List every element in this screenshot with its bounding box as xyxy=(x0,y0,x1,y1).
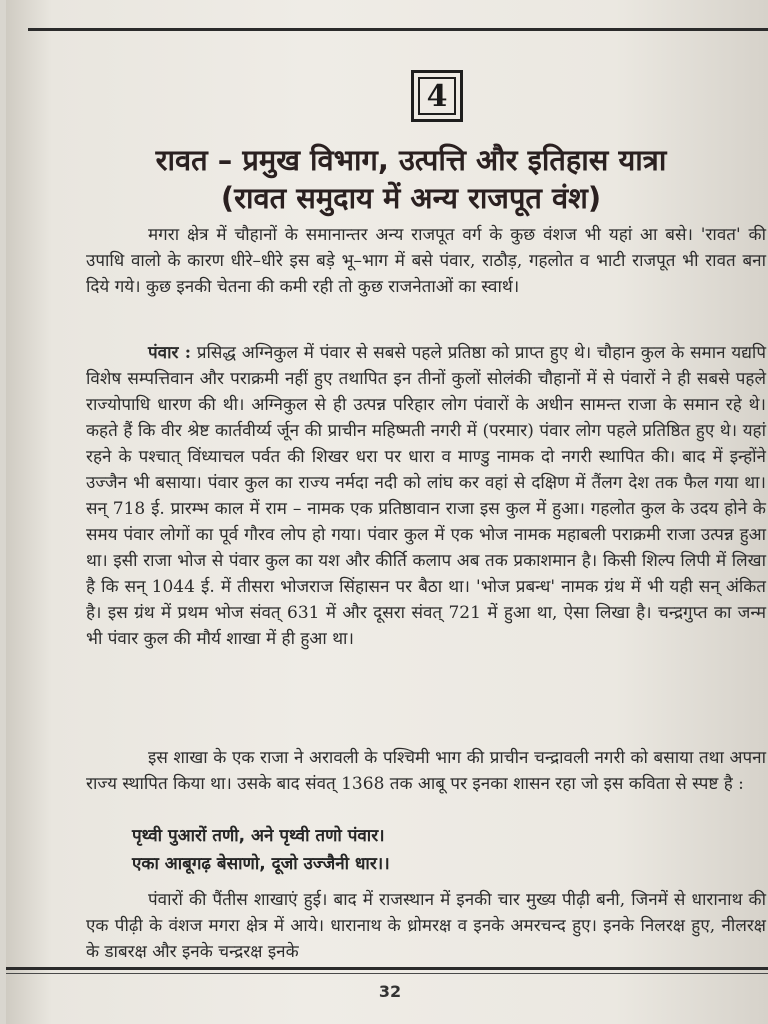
chapter-subtitle: (रावत समुदाय में अन्य राजपूत वंश) xyxy=(220,181,602,215)
paragraph-panwar xyxy=(86,340,766,652)
bottom-rule-thin xyxy=(6,973,768,974)
verse-line-2: एका आबूगढ़ बेसाणो, दूजो उज्जैनी धार।। xyxy=(132,854,390,874)
bottom-rule xyxy=(6,967,768,970)
chapter-number-box xyxy=(411,70,463,122)
book-page xyxy=(6,0,768,1024)
paragraph-panwar-text: प्रसिद्ध अग्निकुल में पंवार से सबसे पहले प्रतिष्ठा को प्राप्त हुए थे। चौहान कुल के समान यद्यपि विशेष सम्पत्तिवान और पराक्रमी नहीं हुए तथापित इन तीनों कुलों सोलंकी चौहानों में से पंवारों ने ही सबसे पहले राज्योपाधि धारण की थी। अग्निकुल से ही उत्पन्न परिहार लोग पंवारों के अधीन सामन्त राजा के समान रहे थे। कहते हैं कि वीर श्रेष्ट कार्तवीर्य्य र्जून की प्राचीन महिष्मती नगरी में (परमार) पंवार लोग पहले प्रतिष्ठित हुए थे। यहां रहने के पश्चात् विंध्याचल पर्वत की शिखर धरा पर धारा व माण्डु नामक दो नगरी स्थापित की। बाद में इन्होंने उज्जैन भी बसाया। पंवार कुल का राज्य नर्मदा नदी को लांघ कर वहां से दक्षिण में तैंलग देश तक फैल गया था। सन् 718 ई. प्रारम्भ काल में राम – नामक एक प्रतिष्ठावान राजा इस कुल में हुआ। गहलोत कुल के उदय होने के समय पंवार लोगों का पूर्व गौरव लोप हो गया। पंवार कुल में एक भोज नामक महाबली पराक्रमी राजा उत्पन्न हुआ था। इसी राजा भोज से पंवार कुल का यश और कीर्ति कलाप अब तक प्रकाशमान है। किसी शिल्प लिपी में लिखा है कि सन् 1044 ई. में तीसरा भोजराज सिंहासन पर बैठा था। 'भोज प्रबन्ध' नामक ग्रंथ में भी यही सन् अंकित है। इस ग्रंथ में प्रथम भोज संवत् 631 में और दूसरा संवत् 721 में हुआ था, ऐसा लिखा है। चन्द्रगुप्त का जन्म भी पंवार कुल की मौर्य शाखा में ही हुआ था। xyxy=(86,343,766,649)
verse-line-1: पृथ्वी पुआरों तणी, अने पृथ्वी तणो पंवार। xyxy=(132,826,385,846)
panwar-heading: पंवार : xyxy=(148,343,192,363)
top-rule xyxy=(28,28,768,31)
paragraph-intro: मगरा क्षेत्र में चौहानों के समानान्तर अन्य राजपूत वर्ग के कुछ वंशज भी यहां आ बसे। 'रावत' की उपाधि वालो के कारण धीरे–धीरे इस बड़े भू–भाग में बसे पंवार, राठौड़, गहलोत व भाटी राजपूत भी रावत बना दिये गये। कुछ इनकी चेतना की कमी रही तो कुछ राजनेताओं का स्वार्थ। xyxy=(86,225,766,297)
paragraph-branches: पंवारों की पैंतीस शाखाएं हुई। बाद में राजस्थान में इनकी चार मुख्य पीढ़ी बनी, जिनमें से धारानाथ की एक पीढ़ी के वंशज मगरा क्षेत्र में आये। धारानाथ के ध्रोमरक्ष व इनके अमरचन्द हुए। इनके निलरक्ष हुए, नीलरक्ष के डाबरक्ष और इनके चन्द्ररक्ष इनके xyxy=(86,890,766,962)
paragraph-chandravali: इस शाखा के एक राजा ने अरावली के पश्चिमी भाग की प्राचीन चन्द्रावली नगरी को बसाया तथा अपना राज्य स्थापित किया था। उसके बाद संवत् 1368 तक आबू पर इनका शासन रहा जो इस कविता से स्पष्ट है : xyxy=(86,748,766,794)
page-number: 32 xyxy=(378,982,402,1001)
chapter-title: रावत – प्रमुख विभाग, उत्पत्ति और इतिहास यात्रा xyxy=(155,143,667,177)
chapter-number: 4 xyxy=(418,77,456,115)
